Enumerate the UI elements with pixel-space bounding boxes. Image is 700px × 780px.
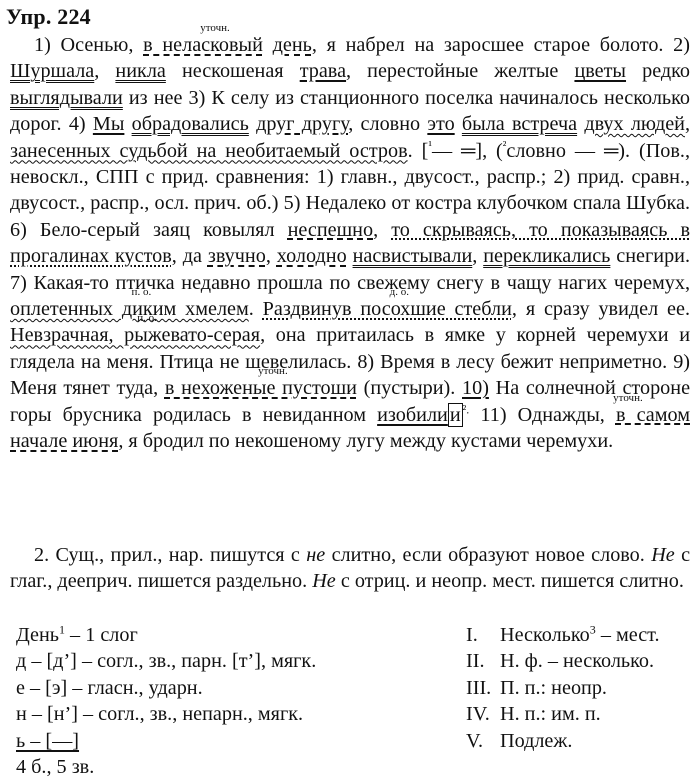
predicate: насвистывали bbox=[352, 245, 473, 268]
roman-numeral: V. bbox=[466, 729, 484, 752]
circumstance-word: холодно bbox=[276, 245, 347, 268]
morph-row: III. П. п.: неопр. bbox=[466, 675, 696, 701]
sentence-number: 1) bbox=[34, 34, 51, 56]
phonetic-analysis bbox=[16, 622, 436, 780]
morph-row: V. Подлеж. bbox=[466, 728, 696, 754]
text: , я сразу увидел ее. bbox=[511, 298, 690, 321]
subject: трава bbox=[299, 60, 347, 83]
text: К селу из станционного поселка начиналось несколько дорог. bbox=[10, 86, 691, 136]
morph-row: IV. Н. п.: им. п. bbox=[466, 701, 696, 727]
gerund-phrase: то скрываясь, то показываясь в прогалинах кустов bbox=[10, 218, 691, 268]
subject: Мы bbox=[92, 113, 125, 136]
syllable-count: – 1 слог bbox=[70, 624, 138, 646]
roman-numeral: III. bbox=[466, 676, 492, 699]
sentence-number: 11) bbox=[480, 403, 507, 426]
circumstance-word: день bbox=[272, 34, 312, 56]
circumstance-word: неспешно bbox=[287, 218, 374, 241]
roman-numeral: II. bbox=[466, 650, 485, 673]
analyzed-word: Несколько bbox=[500, 624, 590, 646]
phonetic-total: 4 б., 5 зв. bbox=[16, 756, 95, 779]
sentence-number: 9) bbox=[673, 350, 691, 373]
text: слитно, если образуют новое слово. bbox=[331, 544, 645, 566]
sentence-number: 8) bbox=[357, 350, 375, 373]
circumstance-word: звучно bbox=[207, 245, 266, 268]
morph-row: I. Несколько$^3$ – мест. bbox=[466, 622, 696, 648]
word-ending: и bbox=[449, 403, 461, 426]
morph-row: II. Н. ф. – несколько. bbox=[466, 648, 696, 674]
sentence-number: 4) bbox=[68, 113, 86, 136]
text: Сущ., прил., нар. пишутся с bbox=[55, 544, 300, 566]
item-number: 2. bbox=[34, 544, 50, 566]
text: , да bbox=[171, 245, 202, 268]
morphological-analysis bbox=[466, 622, 696, 754]
sentence-number: 10) bbox=[462, 377, 489, 400]
object: друг другу bbox=[256, 113, 349, 136]
text: На солнечной стороне горы брусника родилась в невиданном bbox=[10, 377, 691, 426]
sentence-number: 3) bbox=[188, 86, 206, 109]
sentence-number: 2) bbox=[673, 34, 690, 56]
phonetic-row: е – [э] – гласн., ударн. bbox=[16, 676, 203, 699]
text: , словно bbox=[348, 113, 421, 136]
predicate: выглядывали bbox=[10, 86, 123, 109]
part-of-speech: – мест. bbox=[600, 624, 660, 646]
text: из нее bbox=[128, 86, 183, 109]
gerund-phrase: д. о. Раздвинув посохшие стебли bbox=[263, 298, 512, 320]
text: Время в лесу бежит неприметно. bbox=[380, 350, 668, 373]
roman-numeral: IV. bbox=[466, 703, 490, 726]
exercise-title: Упр. 224 bbox=[6, 4, 91, 29]
attribute: двух людей bbox=[584, 113, 685, 136]
scheme: . [$^{^1}$— ═], ($^{^2}$словно — ═). (Пов., невоскл., СПП с прид. сравнения: 1) главн., двусост., распр.; 2) прид. сравн., двусост., распр., осл. прич. об.) bbox=[10, 137, 691, 215]
text: редко bbox=[642, 60, 691, 83]
text: Меня тянет туда, bbox=[10, 377, 159, 400]
apposition-clarification: уточн. в неласковый bbox=[143, 34, 263, 56]
apposition-clarification: уточн. в самом начале июня bbox=[10, 404, 690, 452]
word-stem: изобили bbox=[377, 403, 448, 426]
text: (пустыри). bbox=[363, 377, 456, 400]
predicate: никла bbox=[115, 60, 166, 83]
subject: цветы bbox=[574, 60, 627, 83]
exercise-text: 1) Осенью, уточн. в неласковый день, я набрел на заросшее старое болото. 2) Шуршала, никла нескошеная трава, перестойные желтые цветы редко выглядывали из нее 3) К селу из станционного поселка начиналось несколько дорог. 4) Мы обрадовались друг другу, словно это была встреча двух людей, занесенных судьбой на необитаемый остров. [$^{^1}$— ═], ($^{^2}$словно — ═). (Пов., невоскл., СПП с прид. сравнения: 1) главн., двусост., распр.; 2) прид. сравн., двусост., распр., осл. прич. об.) 5) Недалеко от костра клубочком спала Шубка. 6) Бело-серый заяц ковылял неспешно, то скрываясь, то показываясь в прогалинах кустов, да звучно, холодно насвистывали, перекликались снегири. 7) Какая-то птичка недавно прошла по свежему снегу в чащу нагих черемух, п. о. оплетенных диким хмелем. д. о. Раздвинув посохшие стебли, я сразу увидел ее. п. о. Невзрачная, рыжевато-серая, она притаилась в ямке у корней черемухи и глядела на меня. Птица не шевелилась. 8) Время в лесу бежит неприметно. 9) Меня тянет туда, уточн. в нехоженые пустоши (пустыри). 10) На солнечной стороне горы брусника родилась в невиданном изобилии $^{^2.}$ 11) Однажды, уточн. в самом начале июня, я бродил по некошеному лугу между кустами черемухи. bbox=[10, 32, 690, 455]
particle-ne: Не bbox=[651, 544, 675, 566]
text: с отриц. и неопр. мест. пишется слитно. bbox=[340, 570, 684, 593]
text: , я бродил по некошеному лугу между кустами черемухи. bbox=[118, 430, 614, 453]
sentence-number: 5) bbox=[283, 192, 301, 215]
participle-phrase: п. о. оплетенных диким хмелем bbox=[10, 298, 249, 320]
text: нескошеная bbox=[181, 60, 284, 83]
text: Однажды, bbox=[517, 403, 605, 426]
roman-numeral: I. bbox=[466, 624, 478, 646]
predicate: перекликались bbox=[483, 245, 611, 268]
particle-ne: не bbox=[306, 544, 326, 566]
subject: это bbox=[427, 113, 455, 136]
sentence-number: 7) bbox=[10, 271, 27, 294]
text: Бело-серый заяц ковылял bbox=[39, 218, 275, 241]
separated-attribute: п. о. Невзрачная, рыжевато-серая bbox=[10, 324, 260, 346]
text: с глаг., дееприч. пишется раздельно. bbox=[10, 544, 691, 593]
predicate: была встреча bbox=[461, 113, 578, 136]
text: , перестойные желтые bbox=[346, 60, 559, 83]
text: , она притаилась в ямке у корней черемухи и глядела на меня. Птица не шевелилась. bbox=[10, 324, 690, 373]
phonetic-row: н – [н’] – согл., зв., непарн., мягк. bbox=[16, 703, 304, 726]
predicate: Шуршала bbox=[10, 60, 95, 83]
sentence-number: 6) bbox=[10, 218, 27, 241]
phonetic-row: д – [д’] – согл., зв., парн. [т’], мягк. bbox=[16, 650, 317, 673]
text: Недалеко от костра клубочком спала Шубка. bbox=[305, 192, 691, 215]
particle-ne: Не bbox=[312, 570, 336, 593]
analyzed-word: День bbox=[16, 624, 59, 646]
participle-phrase: занесенных судьбой на необитаемый остров bbox=[10, 139, 408, 162]
phonetic-row: ь – [—] bbox=[16, 729, 80, 752]
text: Какая-то птичка недавно прошла по свежему снегу в чащу нагих черемух, bbox=[33, 271, 690, 294]
phonetic-header: День$^1$ – 1 слог bbox=[16, 622, 138, 646]
rule-text bbox=[10, 542, 690, 595]
text: , я набрел на заросшее старое болото. bbox=[311, 34, 664, 56]
text: снегири. bbox=[616, 245, 691, 268]
apposition-clarification: уточн. в нехоженые пустоши bbox=[165, 377, 357, 399]
text: Осенью, bbox=[60, 34, 134, 56]
predicate: обрадовались bbox=[131, 113, 249, 136]
